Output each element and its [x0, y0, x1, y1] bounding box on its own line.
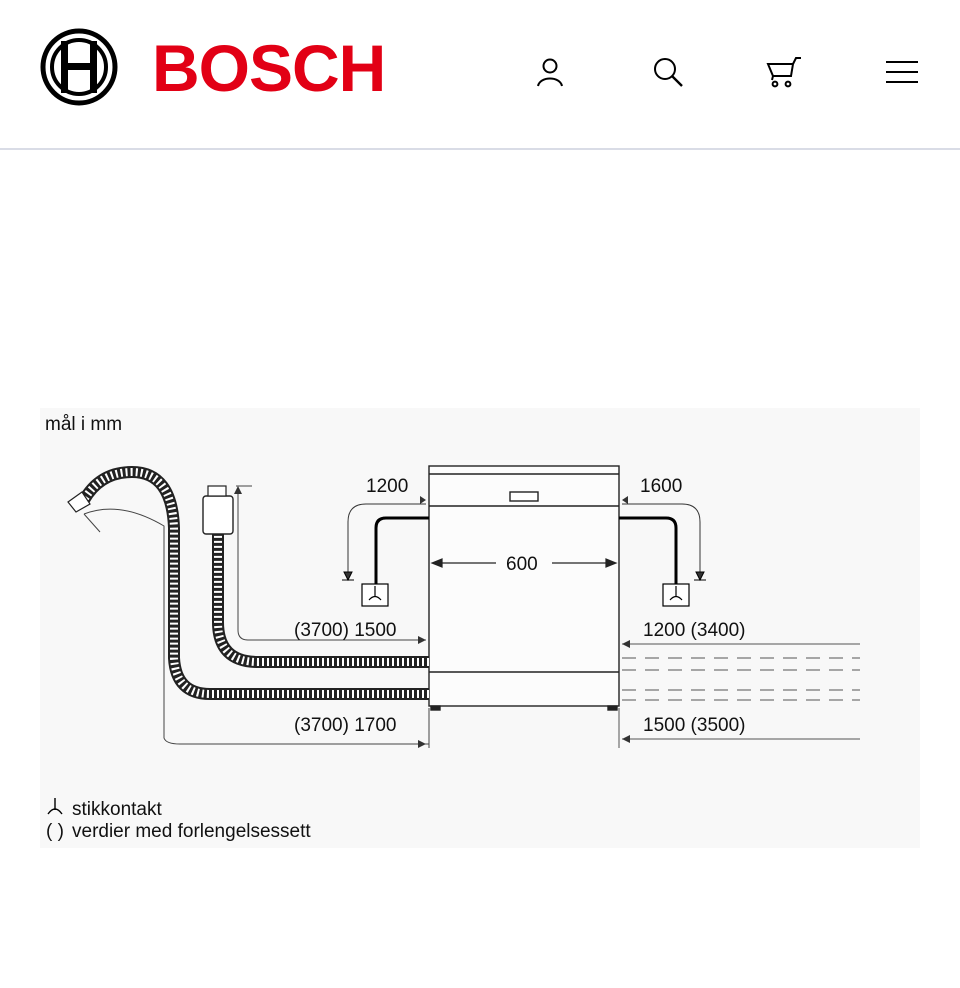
- left-top-arrow: [420, 496, 426, 504]
- search-icon[interactable]: [650, 54, 686, 90]
- left-top-label: 1200: [366, 476, 409, 497]
- hose-right-upper-arrow: [622, 640, 630, 648]
- site-header: [0, 0, 960, 150]
- hose-right-lower-label: 1500 (3500): [643, 715, 746, 736]
- legend-socket-text: stikkontakt: [72, 799, 162, 820]
- right-top-arrow: [622, 496, 628, 504]
- hose-right-lower-arrow: [622, 735, 630, 743]
- hose-left-lower-arrow: [418, 740, 426, 748]
- hose-left-upper-label: (3700) 1500: [294, 620, 397, 641]
- width-label: 600: [506, 554, 538, 575]
- installation-diagram: [40, 408, 920, 848]
- hose-left-lower-label: (3700) 1700: [294, 715, 397, 736]
- right-power-cable: [619, 504, 706, 584]
- legend-parens-symbol: ( ): [46, 821, 64, 842]
- cart-icon[interactable]: [766, 54, 802, 90]
- brand-wordmark[interactable]: BOSCH: [152, 31, 386, 105]
- user-icon[interactable]: [532, 54, 568, 90]
- units-label: mål i mm: [45, 414, 123, 435]
- diagram-svg: [40, 408, 920, 848]
- menu-icon[interactable]: [884, 54, 920, 90]
- drain-hose: [68, 472, 429, 744]
- bosch-logo-icon[interactable]: [40, 28, 118, 106]
- hose-left-upper-arrow: [418, 636, 426, 644]
- hose-right-upper-label: 1200 (3400): [643, 620, 746, 641]
- socket-legend-icon: [48, 798, 62, 814]
- legend-parens-text: verdier med forlengelsessett: [72, 821, 311, 842]
- right-socket-icon: [663, 584, 689, 606]
- right-top-label: 1600: [640, 476, 683, 497]
- left-socket-icon: [362, 584, 388, 606]
- left-power-cable: [342, 504, 429, 584]
- dishwasher-outline: [429, 466, 619, 710]
